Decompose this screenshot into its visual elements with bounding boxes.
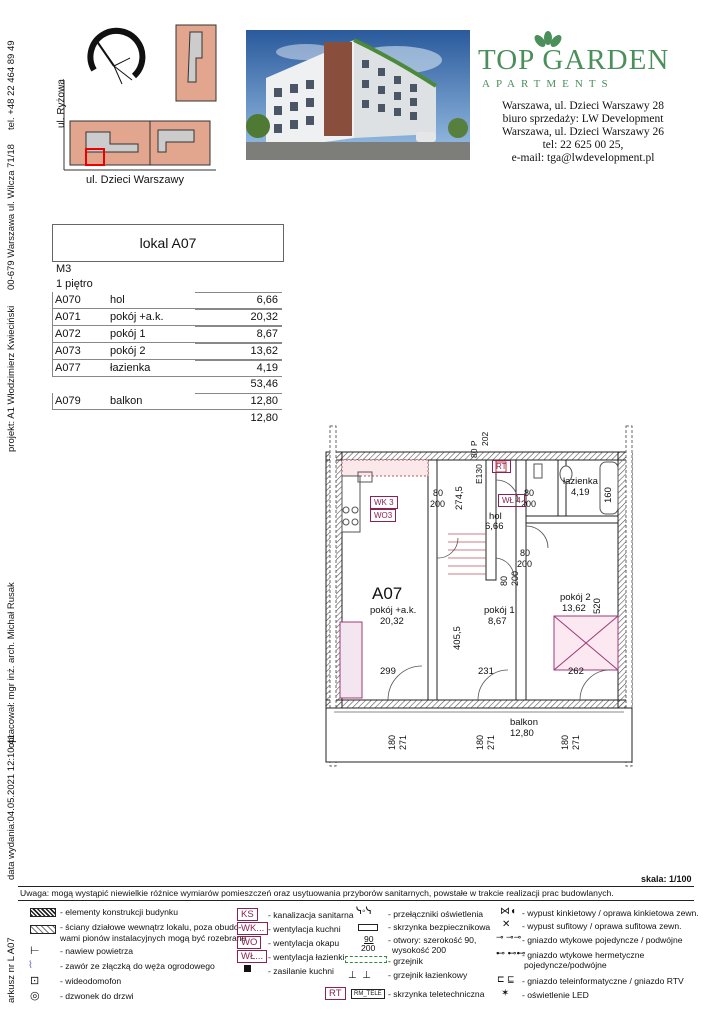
- legend-socket: - gniazdo wtykowe pojedyncze / podwójne: [522, 935, 683, 945]
- address-line: Warszawa, ul. Dzieci Warszawy 26: [501, 126, 665, 138]
- door-width: 80: [520, 548, 531, 558]
- bath-radiator-icon: ⊥ ⊥: [348, 970, 371, 981]
- telecom-box-tag: RT: [492, 460, 511, 473]
- plan-unit-label: A07: [372, 584, 403, 603]
- door-height: 200: [517, 559, 533, 569]
- dim-height-520: 520: [592, 598, 603, 614]
- living-room-area: 20,32: [380, 616, 404, 627]
- dim-room1-width: 231: [478, 666, 494, 677]
- bathroom-area: 4,19: [571, 487, 590, 498]
- hood-vent-tag: WO3: [370, 509, 396, 522]
- legend-bath-vent: - wentylacja łazienki: [268, 952, 345, 962]
- entry-door-width: 80 P: [469, 440, 479, 458]
- balcony-label: balkon: [510, 717, 538, 728]
- sewer-tag: KS: [237, 908, 258, 921]
- legend-openings: - otwory: szerokość 90,: [388, 935, 477, 945]
- table-row: A079 balkon 12,80: [52, 393, 282, 410]
- hood-vent-legend-tag: WO: [237, 936, 261, 949]
- table-row: A077 łazienka 4,19: [52, 360, 282, 377]
- balcony-dim: 271: [398, 734, 408, 750]
- air-vent-icon: ⊢: [30, 945, 40, 957]
- unit-title: lokal A07: [52, 224, 284, 262]
- legend-wall-lamp: - wypust kinkietowy / oprawa kinkietowa zewn.: [522, 908, 699, 918]
- opening-height-label: 200: [361, 943, 376, 953]
- address-line: e-mail: tga@lwdevelopment.pl: [511, 152, 655, 164]
- entry-door-class: E130: [474, 464, 484, 484]
- street-bottom: ul. Dzieci Warszawy: [86, 174, 184, 186]
- address-line: Warszawa, ul. Dzieci Warszawy 28: [501, 100, 665, 112]
- rt-legend-tag: RT: [325, 987, 346, 1000]
- kitchen-vent-tag: WK 3: [370, 496, 398, 509]
- living-room-label: pokój +a.k.: [370, 605, 417, 616]
- floor-plan: [318, 408, 640, 770]
- legend-data-socket: - gniazdo teleinformatyczne / gniazdo RTV: [522, 976, 684, 986]
- balcony-dim: 180: [387, 734, 397, 750]
- building-render-image: [246, 30, 470, 160]
- legend-partition-2: wami pionów instalacyjnych mogą być rozebrane: [60, 933, 247, 943]
- legend-bath-radiator: - grzejnik łazienkowy: [388, 970, 468, 980]
- dim-room2-width: 262: [568, 666, 584, 677]
- scale-label: skala: 1/100: [641, 874, 692, 884]
- address-line: tel: 22 625 00 25,: [542, 139, 624, 151]
- legend-openings-2: wysokość 200: [392, 945, 446, 955]
- dim-height-274: 274,5: [454, 486, 465, 510]
- architect-credit: projekt: A1 Włodzimierz Kwieciński: [6, 305, 17, 452]
- led-light-icon: ✶: [501, 988, 510, 999]
- legend-videophone: - wideodomofon: [60, 976, 122, 986]
- balcony-dim: 271: [571, 734, 581, 750]
- site-plan: [52, 18, 222, 190]
- door-height: 200: [430, 499, 446, 509]
- table-row: A072 pokój 1 8,67: [52, 326, 282, 343]
- telecom-box-icon: RM_TELE: [351, 989, 385, 999]
- room1-area: 8,67: [488, 616, 507, 627]
- legend-telecom-box: - skrzynka teletechniczna: [388, 989, 485, 999]
- legend-kitchen-power: - zasilanie kuchni: [268, 966, 334, 976]
- footer-divider: [18, 900, 694, 901]
- brand-name: TOP GARDEN: [478, 44, 670, 76]
- unit-type: M3: [56, 263, 72, 275]
- ceiling-lamp-icon: ✕: [502, 919, 511, 930]
- legend-fuse-box: - skrzynka bezpiecznikowa: [388, 922, 491, 932]
- legend-sewer: - kanalizacja sanitarna: [268, 910, 354, 920]
- table-row: A071 pokój +a.k. 20,32: [52, 309, 282, 326]
- door-width: 80: [433, 488, 444, 498]
- compass-icon: [90, 31, 142, 84]
- room1-label: pokój 1: [484, 605, 515, 616]
- fuse-box-icon: [358, 924, 378, 931]
- address-line: biuro sprzedaży: LW Development: [502, 113, 664, 125]
- issue-date: data wydania:04.05.2021 12:10:41: [6, 734, 17, 880]
- table-row: A070 hol 6,66: [52, 292, 282, 309]
- dim-height-160: 160: [603, 487, 614, 503]
- legend-partition: - ściany działowe wewnątrz lokalu, poza obudo-: [60, 922, 242, 932]
- office-address: 00-679 Warszawa ul. Wilcza 71/18: [6, 144, 17, 290]
- socket-icon: ⊸ ⊸⊸: [496, 932, 522, 942]
- legend-hermetic-socket-2: pojedyncze/podwójne: [524, 960, 607, 970]
- prepared-by: opracował: mgr inż. arch. Michał Rusak: [6, 582, 17, 748]
- dim-living-width: 299: [380, 666, 396, 677]
- room2-area: 13,62: [562, 603, 586, 614]
- hermetic-socket-icon: ⊷ ⊷⊷: [496, 948, 526, 958]
- hall-label: hol: [489, 511, 502, 522]
- door-height: 200: [510, 570, 520, 586]
- bathroom-label: łazienka: [563, 476, 598, 487]
- brand-subtitle: APARTMENTS: [482, 78, 614, 90]
- dim-height-405: 405,5: [452, 626, 463, 650]
- kitchen-vent-legend-tag: WK...: [237, 922, 268, 935]
- entry-door-height: 202: [480, 431, 490, 446]
- table-row: A073 pokój 2 13,62: [52, 343, 282, 360]
- balcony-area: 12,80: [510, 728, 534, 739]
- legend-switches: - przełączniki oświetlenia: [388, 909, 484, 919]
- legend-led: - oświetlenie LED: [522, 990, 589, 1000]
- balcony-total: 12,80: [250, 412, 278, 424]
- disclaimer-note: Uwaga: mogą wystąpić niewielkie różnice wymiarów pomieszczeń oraz usytuowania przyborów sanitarnych, powstałe w trakcie realizacji prac budowlanych.: [20, 888, 614, 898]
- doorbell-icon: ◎: [30, 990, 40, 1002]
- rooms-total: 53,46: [250, 378, 278, 390]
- sales-address: [478, 100, 688, 165]
- phone-text: tel. +48 22 464 89 49: [6, 40, 17, 130]
- legend-hermetic-socket: - gniazdo wtykowe hermetyczne: [522, 950, 645, 960]
- sheet-number: arkusz nr L A07: [6, 937, 17, 1003]
- balcony-dim: 180: [475, 734, 485, 750]
- bath-vent-tag: WŁ 4: [498, 494, 525, 507]
- door-height: 200: [521, 499, 537, 509]
- legend-structure: - elementy konstrukcji budynku: [60, 907, 178, 917]
- kitchen-power-icon: [244, 965, 251, 972]
- unit-floor: 1 piętro: [56, 278, 93, 290]
- legend-ceiling-lamp: - wypust sufitowy / oprawa sufitowa zewn.: [522, 921, 682, 931]
- door-width: 80: [524, 488, 535, 498]
- legend-hood-vent: - wentylacja okapu: [268, 938, 340, 948]
- balcony-dim: 180: [560, 734, 570, 750]
- wall-lamp-icon: ⋈◖: [500, 906, 517, 917]
- balcony-dim: 271: [486, 734, 496, 750]
- light-switch-icon: ᓭ◦ᓭ: [356, 906, 372, 917]
- partition-swatch: [30, 925, 56, 934]
- hall-area: 6,66: [485, 521, 504, 532]
- legend-radiator: - grzejnik: [388, 956, 423, 966]
- data-socket-icon: ⊏ ⊑: [497, 974, 515, 984]
- bath-vent-legend-tag: WŁ...: [237, 950, 267, 963]
- radiator-icon: [345, 956, 387, 963]
- legend-kitchen-vent: - wentylacja kuchni: [268, 924, 341, 934]
- opening-width-label: 90: [364, 934, 374, 944]
- street-top: ul. Ryżowa: [56, 79, 67, 128]
- door-width: 80: [499, 575, 509, 586]
- legend-air-vent: - nawiew powietrza: [60, 946, 134, 956]
- footer-divider: [18, 886, 694, 887]
- legend-garden-valve: - zawór ze złączką do węża ogrodowego: [60, 961, 215, 971]
- legend-doorbell: - dzwonek do drzwi: [60, 991, 134, 1001]
- garden-valve-icon: ⌇: [28, 960, 33, 971]
- room2-label: pokój 2: [560, 592, 591, 603]
- videophone-icon: ⊡: [30, 975, 40, 987]
- structure-swatch: [30, 908, 56, 917]
